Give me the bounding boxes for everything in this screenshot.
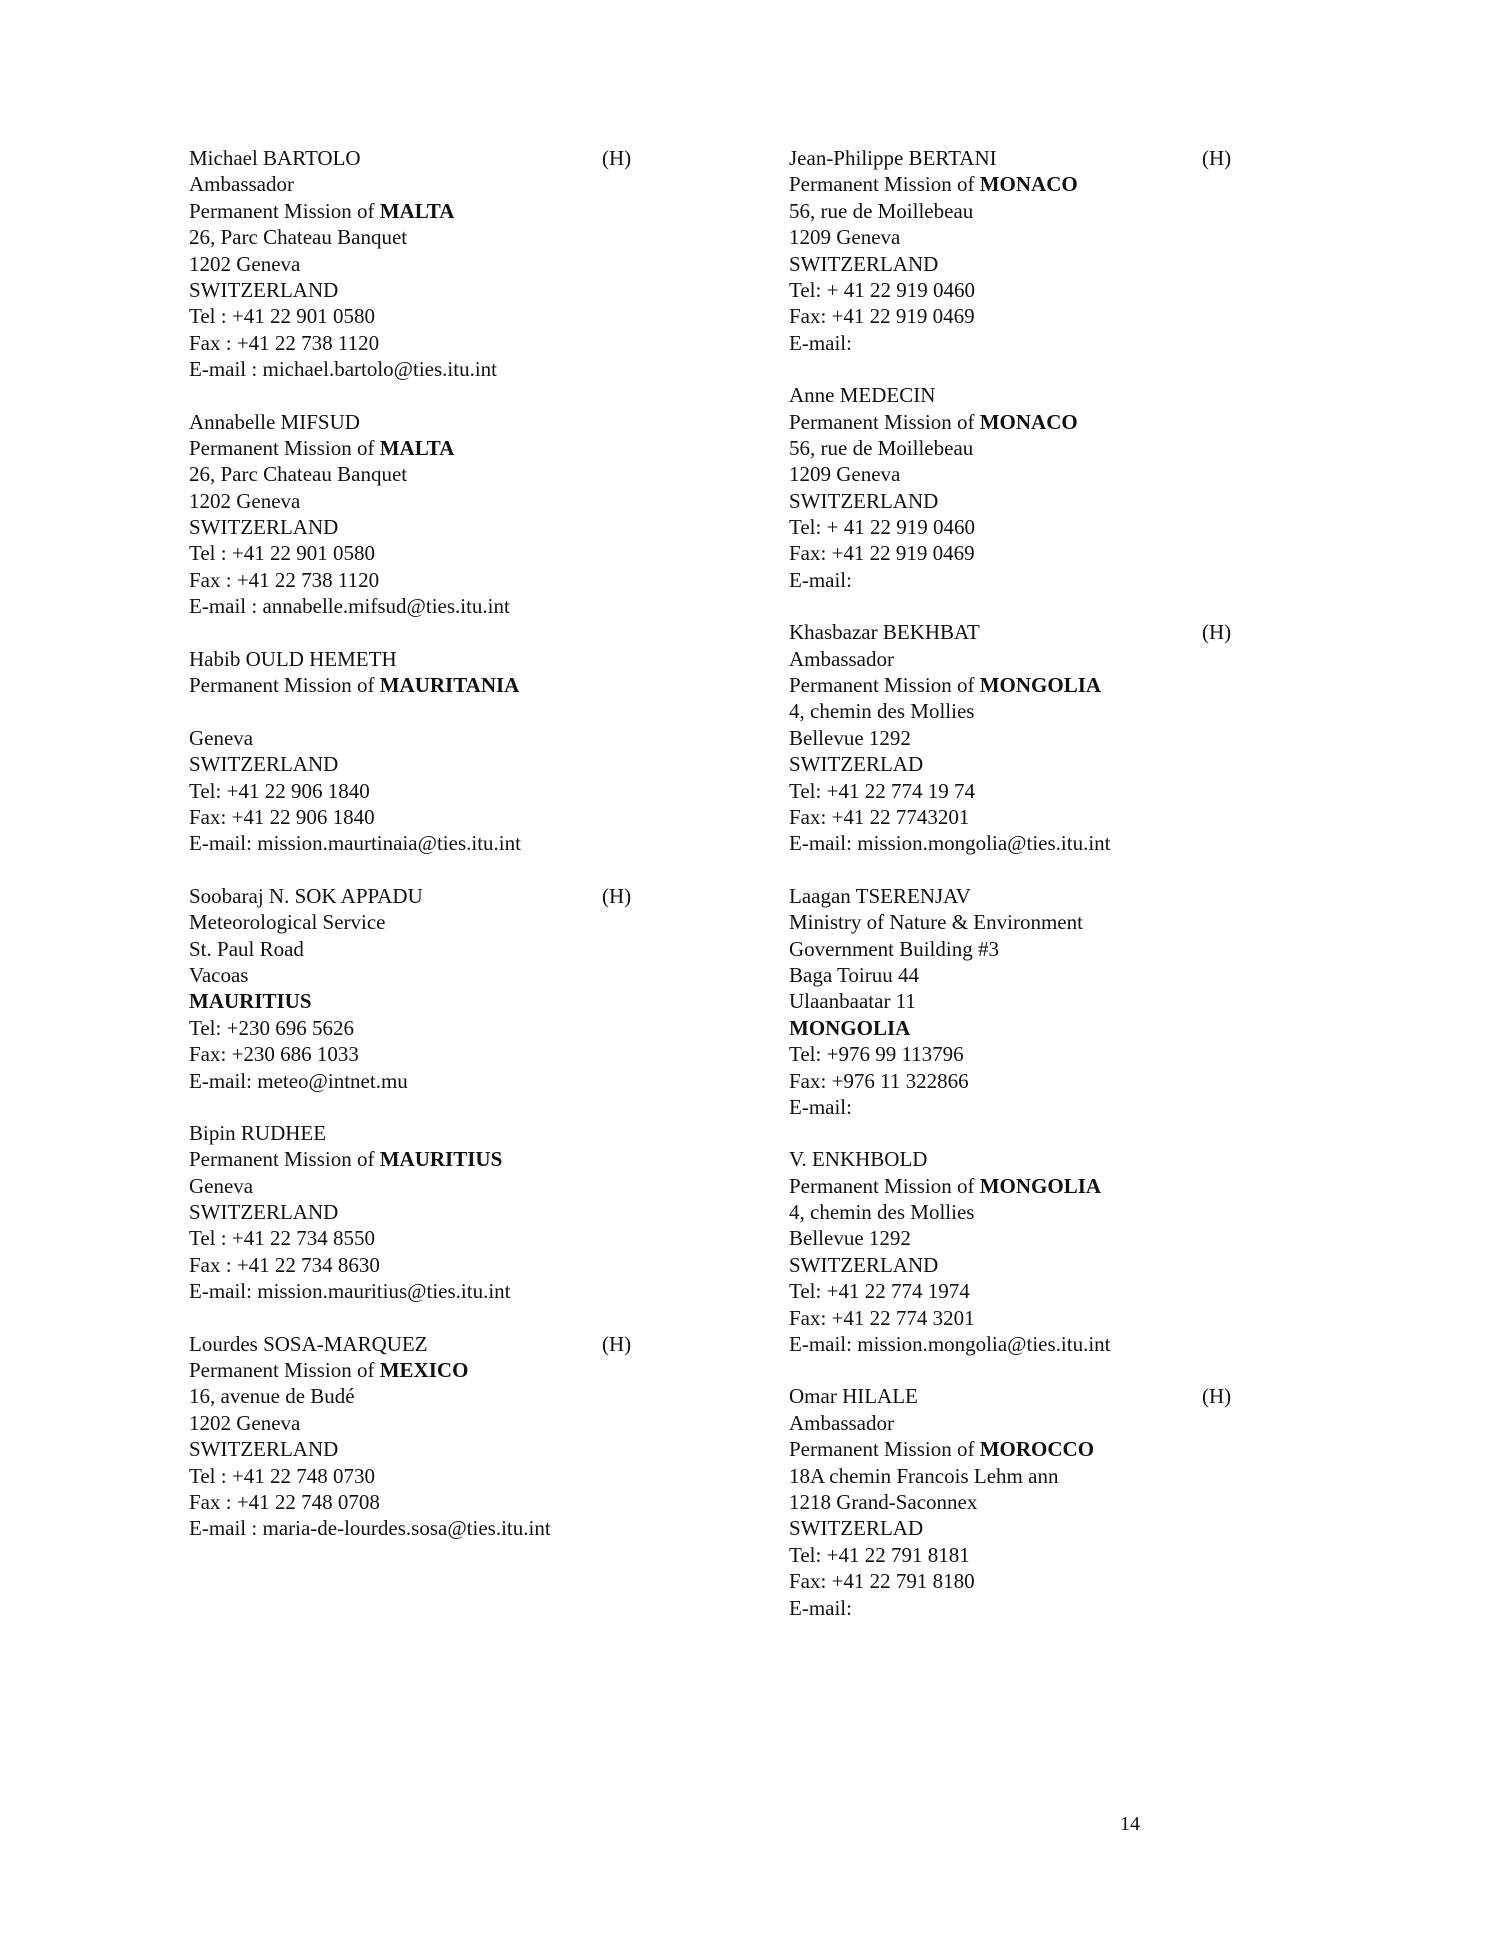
line-text: E-mail:	[789, 567, 852, 592]
contact-name	[789, 619, 1349, 645]
line-text: Geneva	[189, 1173, 254, 1198]
contact-line	[189, 1463, 749, 1489]
line-text: Fax: +41 22 919 0469	[789, 541, 975, 566]
line-text: Soobaraj N. SOK APPADU	[189, 883, 423, 908]
contact-line	[789, 461, 1349, 487]
line-text: Fax: +976 11 322866	[789, 1068, 969, 1093]
line-text: SWITZERLAND	[789, 1252, 939, 1277]
head-of-delegation-mark: (H)	[602, 146, 632, 170]
contact-line	[789, 488, 1349, 514]
head-of-delegation-mark: (H)	[1202, 1384, 1232, 1409]
contact-line	[189, 435, 749, 461]
line-text: Tel: +230 696 5626	[189, 1015, 354, 1040]
line-text: Fax : +41 22 748 0708	[189, 1489, 380, 1514]
contact-line	[189, 725, 749, 751]
line-text: Bellevue 1292	[789, 1226, 911, 1251]
line-text: Government Building #3	[789, 936, 999, 961]
contact-entry	[789, 1146, 1349, 1357]
line-text: Tel : +41 22 734 8550	[189, 1226, 375, 1251]
contact-line	[189, 303, 749, 329]
contact-entry	[189, 883, 749, 1094]
line-text: 18A chemin Francois Lehm ann	[789, 1463, 1059, 1488]
contact-line	[789, 909, 1349, 935]
line-text: Fax: +230 686 1033	[189, 1042, 359, 1067]
line-text: Ambassador	[789, 1410, 894, 1435]
contact-entry	[189, 145, 749, 383]
line-text: E-mail:	[789, 330, 852, 355]
contact-entry	[189, 646, 749, 857]
line-text: Permanent Mission of	[189, 673, 380, 698]
line-text: Fax: +41 22 774 3201	[789, 1305, 975, 1330]
contact-line	[789, 1595, 1349, 1621]
country-name: MONGOLIA	[979, 673, 1102, 698]
line-text: Permanent Mission of	[789, 409, 980, 434]
line-text: Annabelle MIFSUD	[189, 409, 360, 434]
line-text: Laagan TSERENJAV	[789, 883, 971, 908]
line-text: SWITZERLAD	[789, 1516, 924, 1541]
line-text: Meteorological Service	[189, 910, 386, 935]
line-text: Tel : +41 22 901 0580	[189, 541, 375, 566]
contact-line	[189, 1383, 749, 1409]
contact-line	[189, 1357, 749, 1383]
contact-line	[789, 1094, 1349, 1120]
contact-entry	[789, 382, 1349, 593]
contact-line	[789, 1015, 1349, 1041]
line-text: Fax : +41 22 738 1120	[189, 567, 380, 592]
line-text: Anne MEDECIN	[789, 383, 936, 408]
contact-line	[189, 1146, 749, 1172]
contact-line	[789, 1436, 1349, 1462]
contact-line	[789, 198, 1349, 224]
line-text: E-mail:	[789, 1595, 852, 1620]
contact-line	[189, 1515, 749, 1541]
contact-line	[789, 171, 1349, 197]
contact-name	[789, 382, 1349, 408]
head-of-delegation-mark: (H)	[602, 883, 632, 908]
line-text: E-mail: mission.mauritius@ties.itu.int	[189, 1279, 511, 1304]
contact-name	[189, 646, 749, 672]
line-text: Fax : +41 22 734 8630	[189, 1252, 380, 1277]
contact-line	[789, 672, 1349, 698]
contact-line	[189, 962, 749, 988]
line-text: Jean-Philippe BERTANI	[789, 146, 997, 170]
line-text: Tel: +41 22 906 1840	[189, 778, 370, 803]
country-name: MEXICO	[379, 1358, 469, 1383]
contact-entry	[189, 1120, 749, 1305]
line-text: Ambassador	[789, 646, 894, 671]
contact-entry	[789, 619, 1349, 857]
line-text: 4, chemin des Mollies	[789, 1200, 975, 1225]
line-text: Fax: +41 22 919 0469	[789, 304, 975, 329]
line-text: Tel: +976 99 113796	[789, 1042, 964, 1067]
contact-line	[189, 1436, 749, 1462]
contact-entry	[789, 1383, 1349, 1621]
contact-line	[789, 1173, 1349, 1199]
line-text: Khasbazar BEKHBAT	[789, 620, 980, 645]
line-text: Baga Toiruu 44	[789, 962, 919, 987]
country-name: MALTA	[379, 435, 455, 460]
contact-line	[189, 698, 749, 724]
contact-line	[189, 804, 749, 830]
country-name: MOROCCO	[979, 1437, 1095, 1462]
contact-line	[189, 488, 749, 514]
line-text: Ambassador	[189, 172, 294, 197]
contact-line	[789, 330, 1349, 356]
contact-line	[189, 567, 749, 593]
line-text: SWITZERLAND	[189, 752, 339, 777]
line-text: Vacoas	[189, 962, 249, 987]
contact-line	[789, 540, 1349, 566]
line-text: 1209 Geneva	[789, 462, 901, 487]
country-name: MONGOLIA	[979, 1173, 1102, 1198]
line-text: E-mail : michael.bartolo@ties.itu.int	[189, 357, 498, 382]
line-text: Permanent Mission of	[189, 198, 380, 223]
contact-line	[189, 672, 749, 698]
contact-entry	[189, 1331, 749, 1542]
contact-entry	[789, 883, 1349, 1121]
contact-name	[789, 1383, 1349, 1409]
country-name: MALTA	[379, 198, 455, 223]
contact-line	[789, 1410, 1349, 1436]
contact-line	[789, 936, 1349, 962]
line-text: Ministry of Nature & Environment	[789, 910, 1083, 935]
contact-line	[789, 646, 1349, 672]
line-text: Permanent Mission of	[189, 1147, 380, 1172]
line-text: Permanent Mission of	[789, 1173, 980, 1198]
line-text: SWITZERLAND	[189, 515, 339, 540]
contact-line	[189, 330, 749, 356]
contact-name	[189, 145, 749, 171]
line-text: Permanent Mission of	[789, 1437, 980, 1462]
contact-line	[789, 1068, 1349, 1094]
line-text: E-mail: mission.mongolia@ties.itu.int	[789, 831, 1111, 856]
line-text: Fax: +41 22 7743201	[789, 804, 970, 829]
left-column	[189, 145, 749, 1542]
line-text: SWITZERLAND	[789, 251, 939, 276]
contact-line	[789, 1278, 1349, 1304]
contact-line	[789, 1225, 1349, 1251]
contact-line	[189, 1068, 749, 1094]
contact-line	[789, 1331, 1349, 1357]
line-text: Tel: +41 22 774 1974	[789, 1279, 970, 1304]
contact-line	[189, 778, 749, 804]
contact-line	[189, 1489, 749, 1515]
line-text: 1218 Grand-Saconnex	[789, 1489, 978, 1514]
line-text: 56, rue de Moillebeau	[789, 198, 974, 223]
contact-line	[189, 251, 749, 277]
contact-line	[789, 804, 1349, 830]
contact-line	[189, 1278, 749, 1304]
contact-line	[789, 1252, 1349, 1278]
contact-line	[189, 224, 749, 250]
contact-name	[789, 1146, 1349, 1172]
head-of-delegation-mark: (H)	[1202, 620, 1232, 645]
contact-line	[189, 198, 749, 224]
contact-line	[189, 540, 749, 566]
contact-line	[189, 1410, 749, 1436]
line-text: E-mail : maria-de-lourdes.sosa@ties.itu.int	[189, 1516, 551, 1541]
contact-line	[789, 1515, 1349, 1541]
line-text: SWITZERLAD	[789, 752, 924, 777]
line-text: Tel : +41 22 748 0730	[189, 1463, 375, 1488]
contact-line	[789, 1463, 1349, 1489]
contact-line	[189, 830, 749, 856]
line-text: Fax: +41 22 791 8180	[789, 1569, 975, 1594]
contact-line	[789, 962, 1349, 988]
contact-line	[189, 751, 749, 777]
line-text: 56, rue de Moillebeau	[789, 435, 974, 460]
right-column	[789, 145, 1349, 1621]
line-text: Geneva	[189, 725, 254, 750]
contact-line	[189, 988, 749, 1014]
country-name: MONACO	[979, 409, 1078, 434]
head-of-delegation-mark: (H)	[602, 1331, 632, 1356]
contact-line	[789, 303, 1349, 329]
contact-line	[789, 988, 1349, 1014]
line-text: Fax : +41 22 738 1120	[189, 330, 380, 355]
contact-entry	[789, 145, 1349, 356]
contact-line	[189, 277, 749, 303]
page-number: 14	[1120, 1813, 1140, 1835]
country-name: MONACO	[979, 172, 1078, 197]
head-of-delegation-mark: (H)	[1202, 146, 1232, 170]
contact-line	[189, 1015, 749, 1041]
contact-line	[789, 224, 1349, 250]
contact-line	[189, 461, 749, 487]
line-text: Permanent Mission of	[189, 435, 380, 460]
line-text: 16, avenue de Budé	[189, 1384, 355, 1409]
line-text: Tel: +41 22 774 19 74	[789, 778, 975, 803]
contact-line	[789, 725, 1349, 751]
line-text: 1202 Geneva	[189, 251, 301, 276]
line-text: E-mail: meteo@intnet.mu	[189, 1068, 408, 1093]
line-text: 1209 Geneva	[789, 225, 901, 250]
line-text: 4, chemin des Mollies	[789, 699, 975, 724]
line-text: Tel : +41 22 901 0580	[189, 304, 375, 329]
contact-line	[789, 1489, 1349, 1515]
line-text: Michael BARTOLO	[189, 146, 361, 170]
line-text: E-mail : annabelle.mifsud@ties.itu.int	[189, 594, 510, 619]
contact-line	[189, 356, 749, 382]
contact-name	[789, 883, 1349, 909]
contact-line	[189, 936, 749, 962]
line-text: 1202 Geneva	[189, 488, 301, 513]
contact-line	[189, 1199, 749, 1225]
line-text: Omar HILALE	[789, 1384, 918, 1409]
contact-name	[189, 883, 749, 909]
contact-line	[189, 909, 749, 935]
line-text: Tel: + 41 22 919 0460	[789, 277, 975, 302]
contact-line	[789, 1542, 1349, 1568]
line-text: 1202 Geneva	[189, 1410, 301, 1435]
country-name: MAURITIUS	[189, 989, 312, 1014]
line-text: Permanent Mission of	[789, 172, 980, 197]
contact-name	[189, 1120, 749, 1146]
contact-line	[189, 1041, 749, 1067]
contact-line	[789, 514, 1349, 540]
contact-line	[789, 1041, 1349, 1067]
contact-line	[789, 751, 1349, 777]
line-text: E-mail: mission.maurtinaia@ties.itu.int	[189, 831, 521, 856]
line-text: St. Paul Road	[189, 936, 304, 961]
contact-line	[789, 1199, 1349, 1225]
contact-line	[789, 1568, 1349, 1594]
line-text: Permanent Mission of	[189, 1358, 380, 1383]
line-text: Tel: +41 22 791 8181	[789, 1542, 970, 1567]
contact-line	[189, 1225, 749, 1251]
contact-name	[189, 1331, 749, 1357]
contact-name	[789, 145, 1349, 171]
line-text: Habib OULD HEMETH	[189, 646, 397, 671]
contact-line	[789, 277, 1349, 303]
contact-line	[189, 1252, 749, 1278]
country-name: MAURITANIA	[379, 673, 520, 698]
contact-line	[189, 593, 749, 619]
line-text: SWITZERLAND	[189, 1200, 339, 1225]
contact-line	[789, 1305, 1349, 1331]
contact-entry	[189, 409, 749, 620]
line-text: Fax: +41 22 906 1840	[189, 804, 375, 829]
line-text: Permanent Mission of	[789, 673, 980, 698]
contact-line	[189, 171, 749, 197]
contact-line	[789, 778, 1349, 804]
contact-line	[789, 409, 1349, 435]
line-text: Ulaanbaatar 11	[789, 989, 916, 1014]
line-text: E-mail:	[789, 1094, 852, 1119]
line-text: Bellevue 1292	[789, 725, 911, 750]
line-text: Tel: + 41 22 919 0460	[789, 515, 975, 540]
line-text: 26, Parc Chateau Banquet	[189, 462, 408, 487]
contact-line	[189, 1173, 749, 1199]
contact-line	[789, 567, 1349, 593]
line-text: 26, Parc Chateau Banquet	[189, 225, 408, 250]
contact-line	[189, 514, 749, 540]
line-text: SWITZERLAND	[189, 277, 339, 302]
country-name: MAURITIUS	[379, 1147, 503, 1172]
line-text: SWITZERLAND	[189, 1437, 339, 1462]
line-text: V. ENKHBOLD	[789, 1147, 928, 1172]
line-text: Lourdes SOSA-MARQUEZ	[189, 1331, 428, 1356]
country-name: MONGOLIA	[789, 1015, 911, 1040]
line-text: SWITZERLAND	[789, 488, 939, 513]
line-text: E-mail: mission.mongolia@ties.itu.int	[789, 1332, 1111, 1357]
contact-line	[789, 251, 1349, 277]
contact-line	[789, 830, 1349, 856]
contact-name	[189, 409, 749, 435]
contact-line	[789, 435, 1349, 461]
line-text: Bipin RUDHEE	[189, 1120, 327, 1145]
contact-line	[789, 698, 1349, 724]
